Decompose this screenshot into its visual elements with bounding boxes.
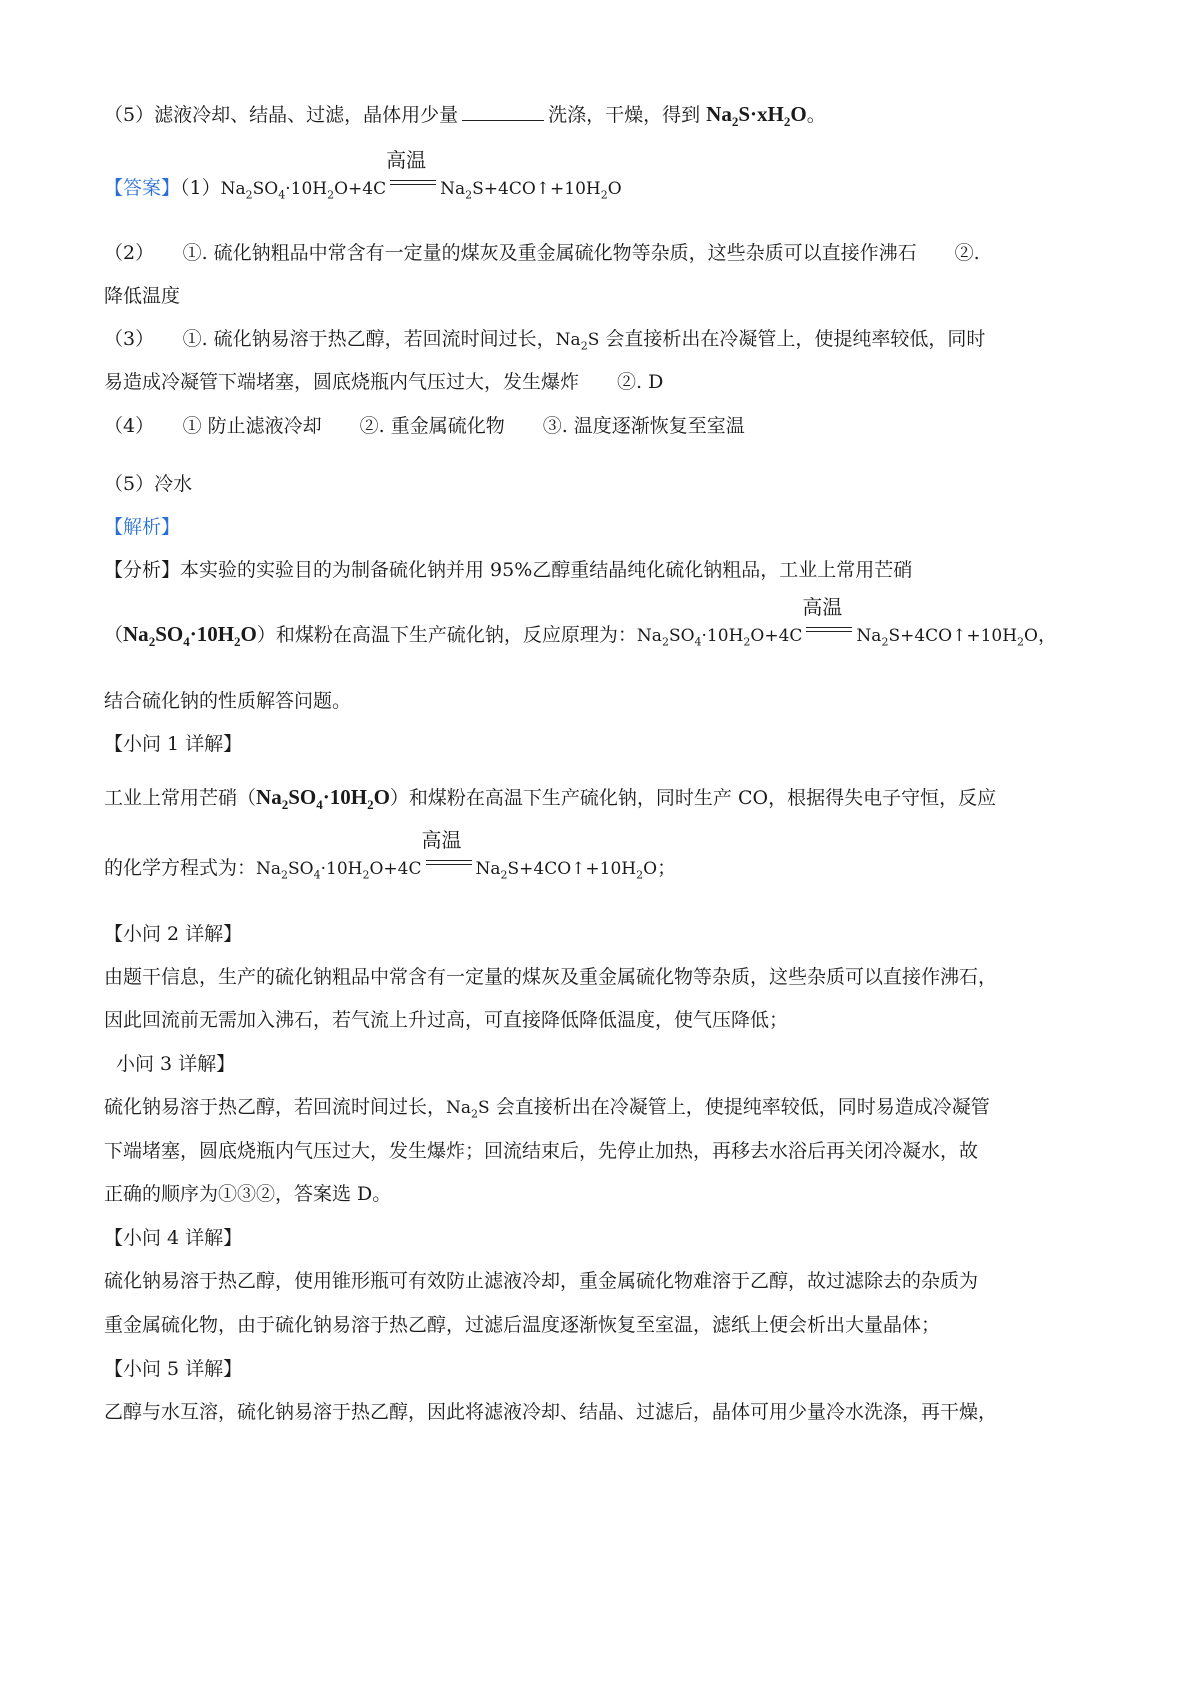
- answer-3-line2: 易造成冷凝管下端堵塞，圆底烧瓶内气压过大，发生爆炸 ②. D: [104, 371, 664, 393]
- condition-mark: 高温: [424, 856, 474, 874]
- formula-na2s: $Na_2S$: [555, 330, 600, 353]
- subq2-line1: 由题干信息，生产的硫化钠粗品中常含有一定量的煤灰及重金属硫化物等杂质，这些杂质可以直接作沸石，: [104, 966, 998, 988]
- equation: $Na_2SO_4\cdot 10H_2O+4C$ 高温 $Na_2S+4CO↑+10H_2O$: [220, 148, 622, 202]
- answer-2-line2: 降低温度: [104, 285, 181, 307]
- equation: $Na_2SO_4\cdot 10H_2O+4C$ 高温 $Na_2S+4CO↑+10H_2O$: [636, 595, 1038, 649]
- subq4-line2: 重金属硫化物，由于硫化钠易溶于热乙醇，过滤后温度逐渐恢复至室温，滤纸上便会析出大量晶体；: [104, 1314, 941, 1336]
- answer-4: （4） ① 防止滤液冷却 ②. 重金属硫化物 ③. 温度逐渐恢复至室温: [104, 415, 745, 437]
- fenxi-line2: $(Na_2SO_4\cdot 10H_2O)$和煤粉在高温下生产硫化钠，反应原理为：$Na_2SO_4\cdot 10H_2O+4C$ 高温 $Na_2S+4CO↑+10H_2O$，: [104, 595, 1057, 650]
- subq3-line2: 下端堵塞，圆底烧瓶内气压过大，发生爆炸；回流结束后，先停止加热，再移去水浴后再关闭冷凝水，故: [104, 1140, 979, 1162]
- fenxi-line3: 结合硫化钠的性质解答问题。: [104, 690, 352, 712]
- formula-mangxiao: $(Na_2SO_4\cdot 10H_2O)$: [104, 622, 276, 650]
- condition-mark: 高温: [388, 176, 438, 194]
- answer-1: 【答案】$(1)Na_2SO_4\cdot 10H_2O+4C$ 高温 $Na_2S+4CO↑+10H_2O$: [104, 148, 622, 202]
- subq3-line3: 正确的顺序为①③②，答案选 D。: [104, 1183, 392, 1205]
- formula-mangxiao: $(Na_2SO_4\cdot 10H_2O)$: [237, 785, 409, 813]
- subq3-line1: 硫化钠易溶于热乙醇，若回流时间过长，$Na_2S$ 会直接析出在冷凝管上，使提纯率较低，同时易造成冷凝管: [104, 1096, 990, 1121]
- subq2-title: 【小问 2 详解】: [104, 923, 243, 945]
- subq5-title: 【小问 5 详解】: [104, 1358, 243, 1380]
- subq5-line1: 乙醇与水互溶，硫化钠易溶于热乙醇，因此将滤液冷却、结晶、过滤后，晶体可用少量冷水洗涤，再干燥，: [104, 1401, 998, 1423]
- fenxi-line1: 【分析】本实验的实验目的为制备硫化钠并用 95%乙醇重结晶纯化硫化钠粗品，工业上常用芒硝: [104, 559, 913, 581]
- answer-blank: [462, 102, 544, 121]
- subq4-line1: 硫化钠易溶于热乙醇，使用锥形瓶可有效防止滤液冷却，重金属硫化物难溶于乙醇，故过滤除去的杂质为: [104, 1270, 979, 1292]
- answer-2-line1: （2） ①. 硫化钠粗品中常含有一定量的煤灰及重金属硫化物等杂质，这些杂质可以直接作沸石 ②.: [104, 242, 980, 264]
- condition-mark: 高温: [804, 623, 854, 641]
- formula-na2s-xh2o: $Na_2S\cdot xH_2O$: [706, 102, 807, 130]
- answer-label: 【答案】: [104, 177, 181, 199]
- subq1-line2: 的化学方程式为：$Na_2SO_4\cdot 10H_2O+4C$ 高温 $Na_2S+4CO↑+10H_2O$；: [104, 828, 677, 882]
- subq1-title: 【小问 1 详解】: [104, 733, 243, 755]
- formula-na2s: $Na_2S$: [446, 1098, 490, 1121]
- subq3-title: 小问 3 详解】: [116, 1053, 236, 1075]
- answer-3-line1: （3） ①. 硫化钠易溶于热乙醇，若回流时间过长，$Na_2S$ 会直接析出在冷凝管上，使提纯率较低，同时: [104, 328, 986, 353]
- subq4-title: 【小问 4 详解】: [104, 1227, 243, 1249]
- subq1-line1: 工业上常用芒硝$(Na_2SO_4\cdot 10H_2O)$和煤粉在高温下生产硫化钠，同时生产 CO，根据得失电子守恒，反应: [104, 785, 997, 813]
- answer-5: （5）冷水: [104, 473, 193, 495]
- equation: $Na_2SO_4\cdot 10H_2O+4C$ 高温 $Na_2S+4CO↑+10H_2O$: [256, 828, 658, 882]
- subq2-line2: 因此回流前无需加入沸石，若气流上升过高，可直接降低降低温度，使气压降低；: [104, 1009, 789, 1031]
- analysis-label: 【解析】: [104, 516, 181, 538]
- question-5: （5）滤液冷却、结晶、过滤，晶体用少量 洗涤，干燥，得到 $Na_2S\cdot xH_2O$。: [104, 102, 826, 130]
